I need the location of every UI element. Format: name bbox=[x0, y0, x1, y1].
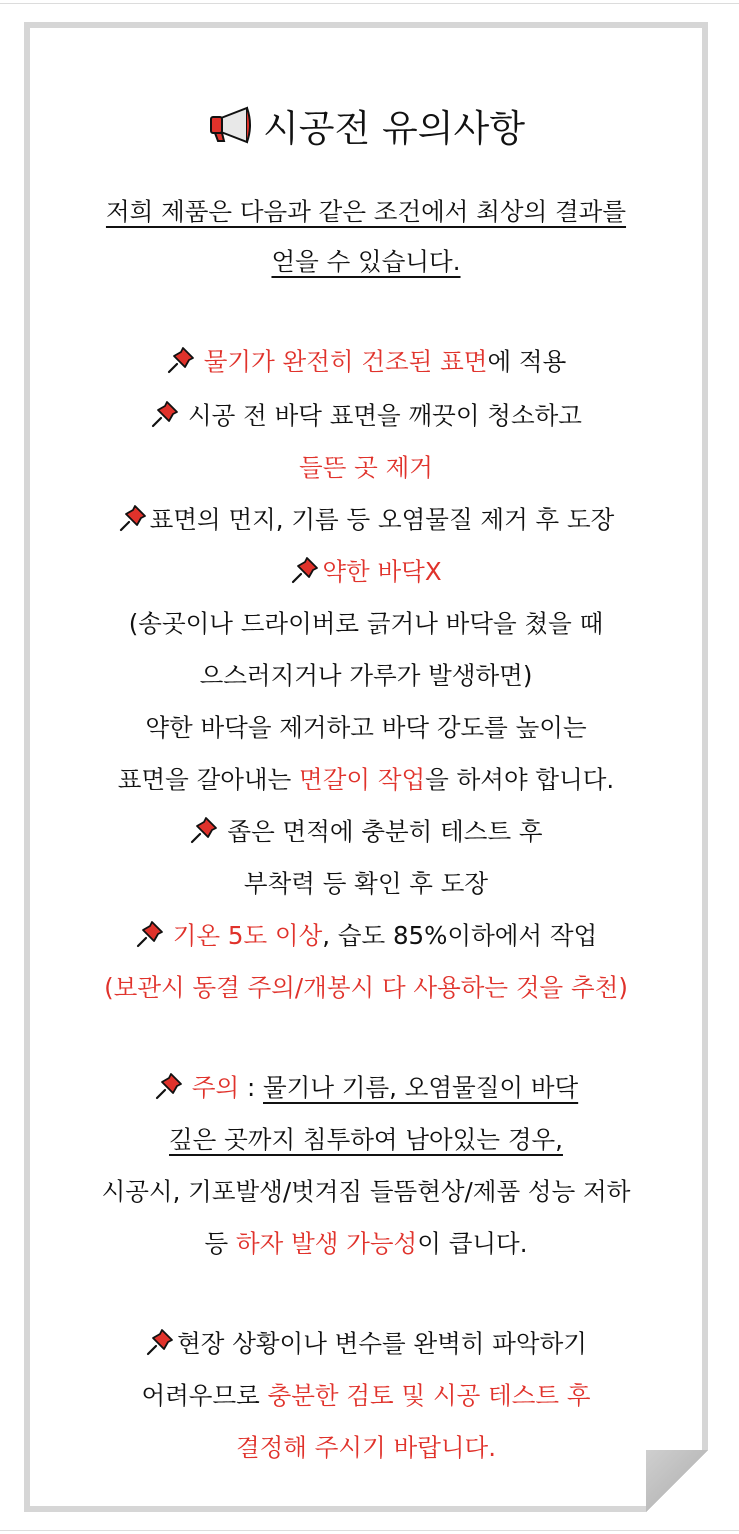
caution-line-4: 등 하자 발생 가능성이 큽니다. bbox=[204, 1229, 528, 1258]
intro-line-1: 저희 제품은 다음과 같은 조건에서 최상의 결과를 bbox=[105, 197, 627, 226]
page-title bbox=[30, 98, 702, 152]
caution-label: 주의 bbox=[191, 1073, 240, 1102]
closing-line-1: 현장 상황이나 변수를 완벽히 파악하기 bbox=[30, 1324, 702, 1364]
item-4-line-3: 약한 바닥을 제거하고 바닥 강도를 높이는 bbox=[145, 713, 587, 742]
item-2-line-2: 들뜬 곳 제거 bbox=[299, 453, 433, 482]
pushpin-icon bbox=[135, 919, 165, 949]
item-4-line-2: 으스러지거나 가루가 발생하면) bbox=[199, 661, 533, 690]
closing-line-3: 결정해 주시기 바랍니다. bbox=[235, 1433, 497, 1462]
pushpin-icon bbox=[145, 1327, 175, 1357]
caution-line-1: 주의 : 물기나 기름, 오염물질이 바닥 bbox=[30, 1068, 702, 1108]
item-6: 기온 5도 이상, 습도 85%이하에서 작업 bbox=[30, 916, 702, 956]
intro-line-2: 얻을 수 있습니다. bbox=[271, 247, 461, 276]
item-2: 시공 전 바닥 표면을 깨끗이 청소하고 bbox=[30, 396, 702, 436]
pushpin-icon bbox=[154, 1071, 184, 1101]
title-text: 시공전 유의사항 bbox=[263, 107, 525, 150]
pushpin-icon bbox=[118, 503, 148, 533]
pushpin-icon bbox=[150, 399, 180, 429]
item-4: 약한 바닥X bbox=[30, 552, 702, 592]
item-1: 물기가 완전히 건조된 표면에 적용 bbox=[30, 342, 702, 382]
pushpin-icon bbox=[166, 345, 196, 375]
item-5: 좁은 면적에 충분히 테스트 후 bbox=[30, 812, 702, 852]
caution-line-2: 깊은 곳까지 침투하여 남아있는 경우, bbox=[169, 1125, 563, 1154]
top-divider bbox=[0, 3, 739, 4]
pushpin-icon bbox=[189, 815, 219, 845]
megaphone-icon bbox=[207, 105, 257, 145]
pushpin-icon bbox=[290, 555, 320, 585]
item-5-line-2: 부착력 등 확인 후 도장 bbox=[243, 869, 489, 898]
item-4-line-1: (송곳이나 드라이버로 긁거나 바닥을 쳤을 때 bbox=[128, 609, 604, 638]
notice-card bbox=[24, 22, 708, 1512]
caution-line-3: 시공시, 기포발생/벗겨짐 들뜸현상/제품 성능 저하 bbox=[101, 1177, 631, 1206]
item-4-line-4: 표면을 갈아내는 면갈이 작업을 하셔야 합니다. bbox=[117, 765, 615, 794]
bottom-divider bbox=[0, 1530, 739, 1531]
item-3: 표면의 먼지, 기름 등 오염물질 제거 후 도장 bbox=[30, 500, 702, 540]
closing-line-2: 어려우므로 충분한 검토 및 시공 테스트 후 bbox=[141, 1381, 591, 1410]
item-6-line-2: (보관시 동결 주의/개봉시 다 사용하는 것을 추천) bbox=[104, 973, 628, 1002]
